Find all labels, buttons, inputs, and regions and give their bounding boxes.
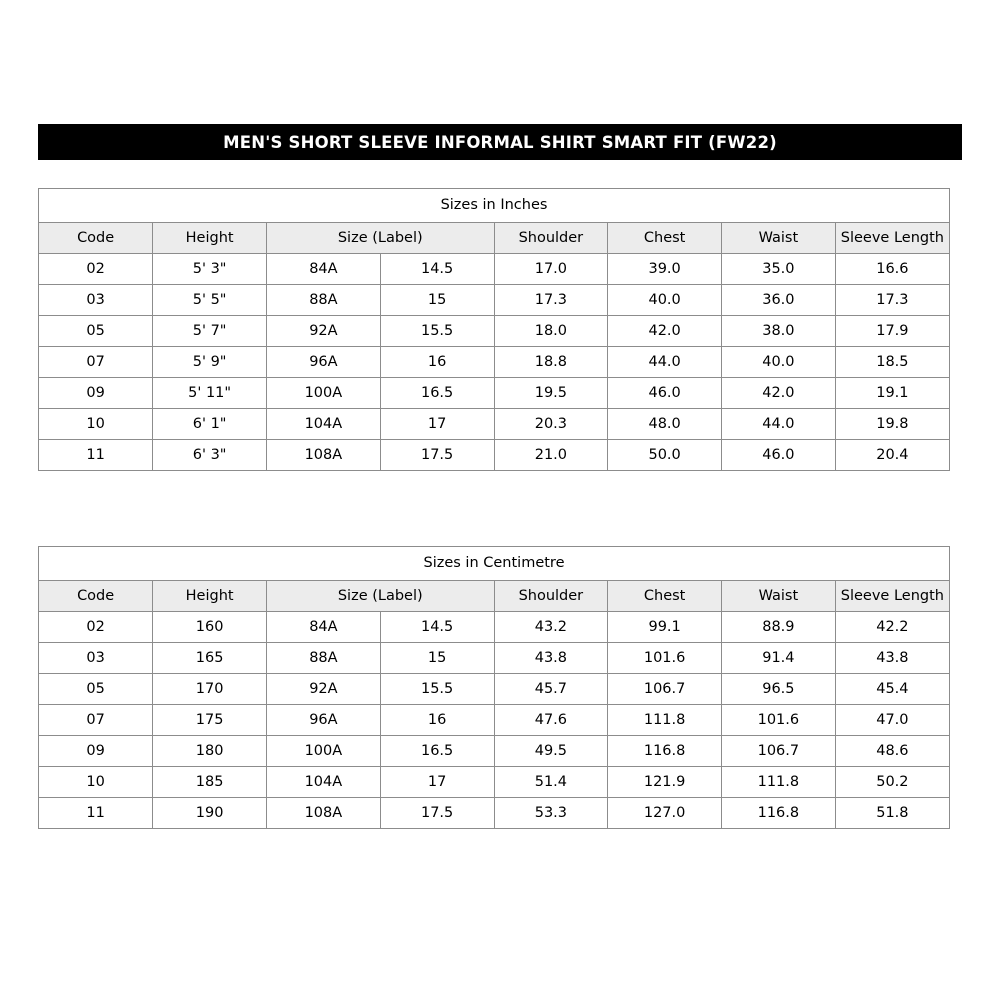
cell-sleeve-length: 45.4 xyxy=(835,673,949,704)
cell-sleeve-length: 17.3 xyxy=(835,284,949,315)
column-header-size-label: Size (Label) xyxy=(267,223,495,253)
cell-code: 02 xyxy=(39,253,153,284)
cell-height: 5' 7" xyxy=(153,315,267,346)
cell-waist: 96.5 xyxy=(722,673,836,704)
cell-height: 5' 5" xyxy=(153,284,267,315)
cell-shoulder: 18.8 xyxy=(494,346,608,377)
column-header-code: Code xyxy=(39,223,153,253)
cell-height: 5' 11" xyxy=(153,377,267,408)
cell-size-label: 108A xyxy=(267,439,381,470)
cell-chest: 121.9 xyxy=(608,766,722,797)
cell-height: 165 xyxy=(153,642,267,673)
cell-size-label: 96A xyxy=(267,704,381,735)
table-body xyxy=(39,253,949,470)
cell-size-label: 92A xyxy=(267,315,381,346)
column-header-size-label: Size (Label) xyxy=(267,581,495,611)
cell-chest: 127.0 xyxy=(608,797,722,828)
cell-code: 03 xyxy=(39,642,153,673)
table-centimetre xyxy=(39,547,949,828)
cell-chest: 42.0 xyxy=(608,315,722,346)
cell-code: 09 xyxy=(39,735,153,766)
cell-code: 11 xyxy=(39,439,153,470)
cell-size-label: 92A xyxy=(267,673,381,704)
column-header-waist: Waist xyxy=(722,223,836,253)
cell-code: 07 xyxy=(39,346,153,377)
column-header-height: Height xyxy=(153,223,267,253)
cell-size-label: 108A xyxy=(267,797,381,828)
cell-waist: 46.0 xyxy=(722,439,836,470)
size-table-inches xyxy=(38,188,950,471)
cell-height: 160 xyxy=(153,611,267,642)
cell-chest: 39.0 xyxy=(608,253,722,284)
table-caption: Sizes in Centimetre xyxy=(39,547,949,581)
cell-sleeve-length: 47.0 xyxy=(835,704,949,735)
table-row xyxy=(39,611,949,642)
page-title-text: MEN'S SHORT SLEEVE INFORMAL SHIRT SMART FIT (FW22) xyxy=(223,132,777,152)
page-title xyxy=(38,124,962,160)
cell-code: 10 xyxy=(39,766,153,797)
cell-height: 190 xyxy=(153,797,267,828)
cell-height: 180 xyxy=(153,735,267,766)
cell-size-label: 104A xyxy=(267,408,381,439)
cell-size-label-number: 16.5 xyxy=(380,735,494,766)
cell-sleeve-length: 50.2 xyxy=(835,766,949,797)
cell-chest: 50.0 xyxy=(608,439,722,470)
cell-shoulder: 18.0 xyxy=(494,315,608,346)
cell-size-label-number: 15 xyxy=(380,642,494,673)
cell-size-label-number: 17.5 xyxy=(380,797,494,828)
cell-size-label: 96A xyxy=(267,346,381,377)
cell-size-label-number: 14.5 xyxy=(380,253,494,284)
cell-size-label-number: 16.5 xyxy=(380,377,494,408)
table-row xyxy=(39,642,949,673)
cell-code: 05 xyxy=(39,315,153,346)
cell-shoulder: 19.5 xyxy=(494,377,608,408)
cell-shoulder: 17.3 xyxy=(494,284,608,315)
cell-shoulder: 20.3 xyxy=(494,408,608,439)
column-header-chest: Chest xyxy=(608,223,722,253)
cell-shoulder: 17.0 xyxy=(494,253,608,284)
cell-chest: 106.7 xyxy=(608,673,722,704)
cell-waist: 38.0 xyxy=(722,315,836,346)
cell-waist: 116.8 xyxy=(722,797,836,828)
cell-waist: 88.9 xyxy=(722,611,836,642)
cell-sleeve-length: 20.4 xyxy=(835,439,949,470)
cell-waist: 106.7 xyxy=(722,735,836,766)
cell-code: 03 xyxy=(39,284,153,315)
table-row xyxy=(39,704,949,735)
cell-size-label: 88A xyxy=(267,284,381,315)
cell-chest: 111.8 xyxy=(608,704,722,735)
cell-size-label-number: 17 xyxy=(380,408,494,439)
cell-height: 5' 3" xyxy=(153,253,267,284)
cell-size-label-number: 15.5 xyxy=(380,315,494,346)
cell-shoulder: 43.2 xyxy=(494,611,608,642)
cell-code: 11 xyxy=(39,797,153,828)
header-row xyxy=(39,581,949,611)
cell-chest: 40.0 xyxy=(608,284,722,315)
table-row xyxy=(39,408,949,439)
cell-size-label-number: 17.5 xyxy=(380,439,494,470)
cell-waist: 44.0 xyxy=(722,408,836,439)
cell-code: 10 xyxy=(39,408,153,439)
cell-shoulder: 47.6 xyxy=(494,704,608,735)
cell-waist: 42.0 xyxy=(722,377,836,408)
column-header-waist: Waist xyxy=(722,581,836,611)
cell-shoulder: 51.4 xyxy=(494,766,608,797)
cell-chest: 44.0 xyxy=(608,346,722,377)
cell-sleeve-length: 18.5 xyxy=(835,346,949,377)
table-row xyxy=(39,439,949,470)
cell-waist: 111.8 xyxy=(722,766,836,797)
cell-size-label: 88A xyxy=(267,642,381,673)
cell-size-label-number: 14.5 xyxy=(380,611,494,642)
table-header xyxy=(39,581,949,611)
cell-waist: 40.0 xyxy=(722,346,836,377)
cell-size-label: 84A xyxy=(267,611,381,642)
table-header xyxy=(39,223,949,253)
cell-size-label-number: 17 xyxy=(380,766,494,797)
cell-waist: 35.0 xyxy=(722,253,836,284)
cell-height: 170 xyxy=(153,673,267,704)
table-inches xyxy=(39,189,949,470)
cell-shoulder: 49.5 xyxy=(494,735,608,766)
cell-code: 02 xyxy=(39,611,153,642)
size-table-centimetre xyxy=(38,546,950,829)
cell-shoulder: 43.8 xyxy=(494,642,608,673)
table-row xyxy=(39,766,949,797)
cell-height: 5' 9" xyxy=(153,346,267,377)
cell-chest: 48.0 xyxy=(608,408,722,439)
table-row xyxy=(39,346,949,377)
cell-size-label-number: 16 xyxy=(380,704,494,735)
column-header-shoulder: Shoulder xyxy=(494,581,608,611)
cell-waist: 101.6 xyxy=(722,704,836,735)
table-row xyxy=(39,377,949,408)
cell-sleeve-length: 17.9 xyxy=(835,315,949,346)
cell-shoulder: 21.0 xyxy=(494,439,608,470)
table-row xyxy=(39,315,949,346)
table-row xyxy=(39,253,949,284)
cell-sleeve-length: 19.8 xyxy=(835,408,949,439)
cell-size-label: 100A xyxy=(267,377,381,408)
cell-chest: 101.6 xyxy=(608,642,722,673)
cell-code: 07 xyxy=(39,704,153,735)
cell-sleeve-length: 42.2 xyxy=(835,611,949,642)
cell-code: 05 xyxy=(39,673,153,704)
cell-size-label-number: 15 xyxy=(380,284,494,315)
cell-waist: 91.4 xyxy=(722,642,836,673)
cell-height: 6' 3" xyxy=(153,439,267,470)
table-row xyxy=(39,673,949,704)
cell-chest: 46.0 xyxy=(608,377,722,408)
table-row xyxy=(39,797,949,828)
header-row xyxy=(39,223,949,253)
cell-sleeve-length: 48.6 xyxy=(835,735,949,766)
cell-height: 6' 1" xyxy=(153,408,267,439)
cell-size-label-number: 16 xyxy=(380,346,494,377)
column-header-shoulder: Shoulder xyxy=(494,223,608,253)
cell-chest: 99.1 xyxy=(608,611,722,642)
cell-sleeve-length: 16.6 xyxy=(835,253,949,284)
cell-size-label: 100A xyxy=(267,735,381,766)
cell-sleeve-length: 43.8 xyxy=(835,642,949,673)
cell-size-label-number: 15.5 xyxy=(380,673,494,704)
cell-size-label: 104A xyxy=(267,766,381,797)
table-caption: Sizes in Inches xyxy=(39,189,949,223)
cell-shoulder: 53.3 xyxy=(494,797,608,828)
column-header-sleeve-length: Sleeve Length xyxy=(835,223,949,253)
table-row xyxy=(39,735,949,766)
cell-chest: 116.8 xyxy=(608,735,722,766)
cell-height: 175 xyxy=(153,704,267,735)
table-body xyxy=(39,611,949,828)
cell-waist: 36.0 xyxy=(722,284,836,315)
column-header-sleeve-length: Sleeve Length xyxy=(835,581,949,611)
cell-shoulder: 45.7 xyxy=(494,673,608,704)
cell-height: 185 xyxy=(153,766,267,797)
column-header-chest: Chest xyxy=(608,581,722,611)
cell-sleeve-length: 19.1 xyxy=(835,377,949,408)
table-row xyxy=(39,284,949,315)
cell-sleeve-length: 51.8 xyxy=(835,797,949,828)
cell-code: 09 xyxy=(39,377,153,408)
column-header-height: Height xyxy=(153,581,267,611)
cell-size-label: 84A xyxy=(267,253,381,284)
column-header-code: Code xyxy=(39,581,153,611)
